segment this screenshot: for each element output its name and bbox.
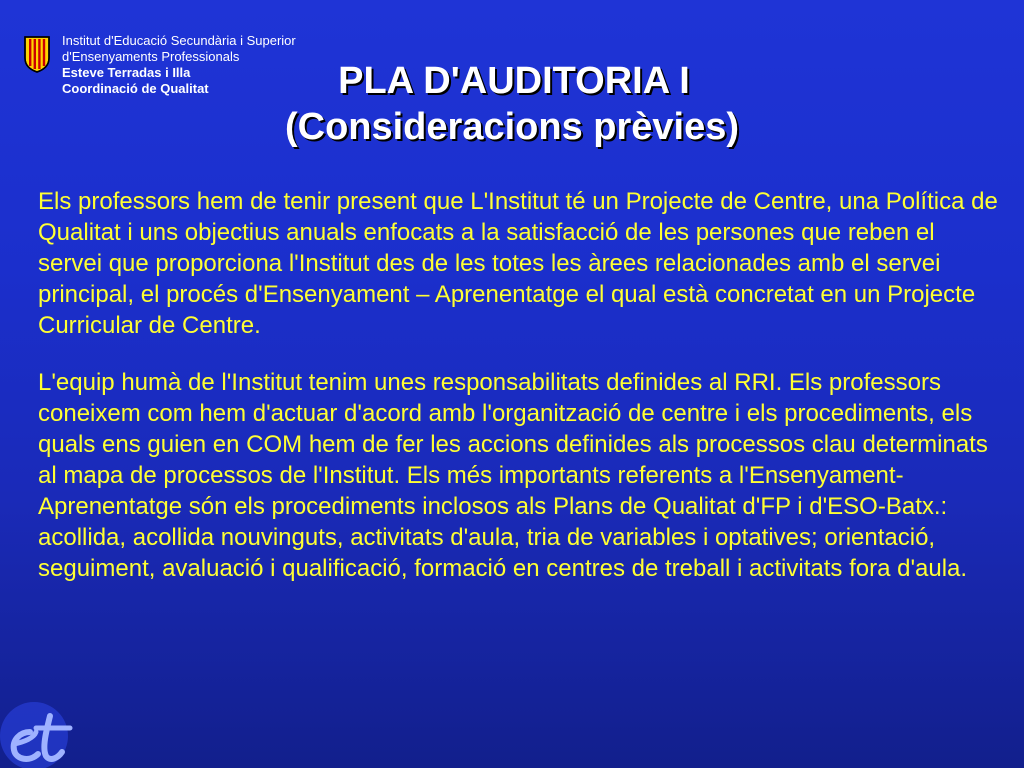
institution-line-3: Esteve Terradas i Illa	[62, 65, 191, 80]
slide-title	[0, 58, 1024, 150]
et-logo-icon	[0, 692, 80, 768]
slide-title-line-2: (Consideracions prèvies)	[284, 106, 740, 148]
institution-line-4: Coordinació de Qualitat	[62, 81, 209, 96]
slide-title-line-1: PLA D'AUDITORIA I	[338, 60, 690, 102]
institution-line-2: d'Ensenyaments Professionals	[62, 49, 240, 64]
slide-body	[38, 186, 998, 610]
institution-line-1: Institut d'Educació Secundària i Superior	[62, 33, 296, 48]
body-paragraph-2: L'equip humà de l'Institut tenim unes responsabilitats definides al RRI. Els professors coneixem com hem d'actuar d'acord amb l'organització de centre i els procediments, els quals ens guien en COM hem de fer les accions definides als processos clau determinats al mapa de processos de l'Institut. Els més importants referents a l'Ensenyament-Aprenentatge són els procediments inclosos als Plans de Qualitat d'FP i d'ESO-Batx.: acollida, acollida nouvinguts, activitats d'aula, tria de variables i optatives; orientació, seguiment, avaluació i qualificació, formació en centres de treball i activitats fora d'aula.	[38, 369, 988, 582]
body-paragraph-1: Els professors hem de tenir present que L'Institut té un Projecte de Centre, una Política de Qualitat i uns objectius anuals enfocats a la satisfacció de les persones que reben el servei que proporciona l'Institut des de les totes les àrees relacionades amb el servei principal, el procés d'Ensenyament – Aprenentatge el qual està concretat en un Projecte Curricular de Centre.	[38, 188, 998, 339]
